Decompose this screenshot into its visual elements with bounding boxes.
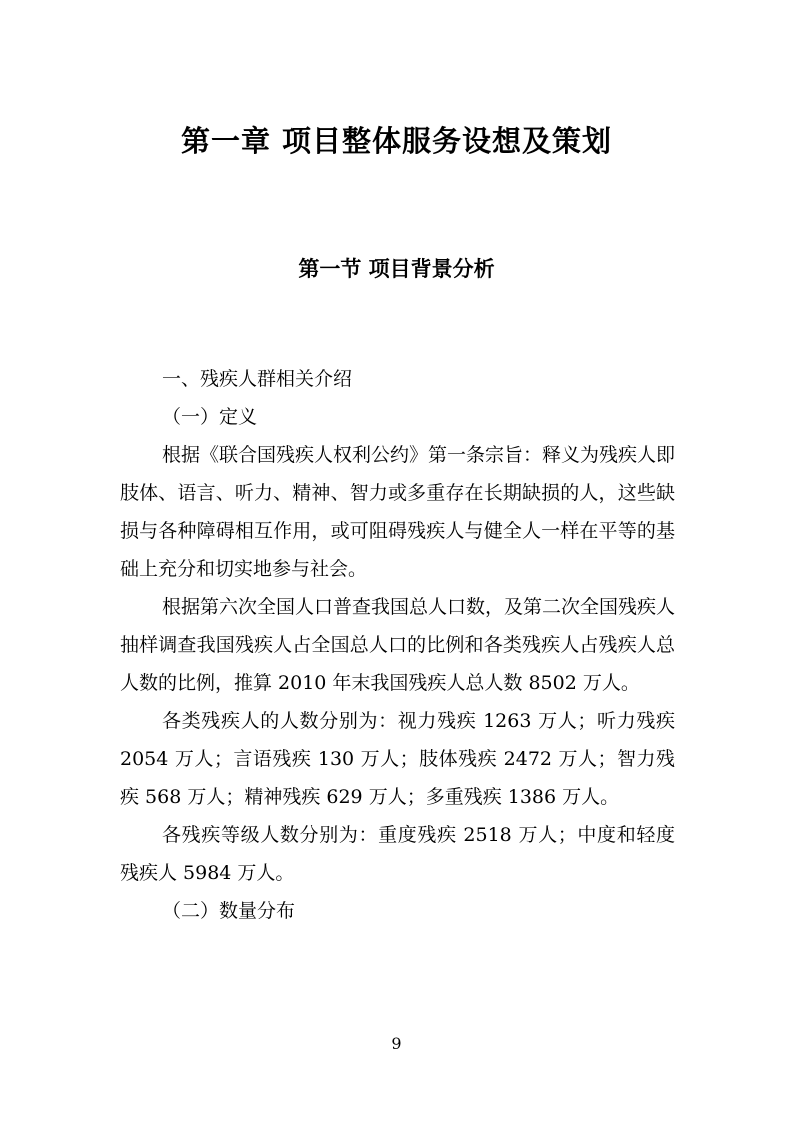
heading-level-1: 一、残疾人群相关介绍: [162, 368, 353, 390]
paragraph-severity-counts: 各残疾等级人数分别为：重度残疾 2518 万人；中度和轻度残疾人 5984 万人。: [120, 824, 675, 884]
paragraph-definition: 根据《联合国残疾人权利公约》第一条宗旨：释义为残疾人即肢体、语言、听力、精神、智力或多重存在长期缺损的人，这些缺损与各种障碍相互作用，或可阻碍残疾人与健全人一样在平等的基础上充分和切实地参与社会。: [120, 444, 676, 580]
section-title: 第一节 项目背景分析: [298, 257, 495, 281]
heading-level-2-distribution: （二）数量分布: [162, 900, 296, 922]
chapter-title: 第一章 项目整体服务设想及策划: [180, 124, 613, 158]
page-number: 9: [391, 1034, 402, 1053]
paragraph-total-population: 根据第六次全国人口普查我国总人口数，及第二次全国残疾人抽样调查我国残疾人占全国总人口的比例和各类残疾人占残疾人总人数的比例，推算 2010 年末我国残疾人总人数 8502 万人。: [120, 596, 676, 694]
paragraph-category-counts: 各类残疾人的人数分别为：视力残疾 1263 万人；听力残疾 2054 万人；言语残疾 130 万人；肢体残疾 2472 万人；智力残疾 568 万人；精神残疾 629 万人；多重残疾 1386 万人。: [120, 710, 675, 808]
heading-level-2-definition: （一）定义: [162, 406, 258, 428]
body-text: [120, 360, 675, 930]
